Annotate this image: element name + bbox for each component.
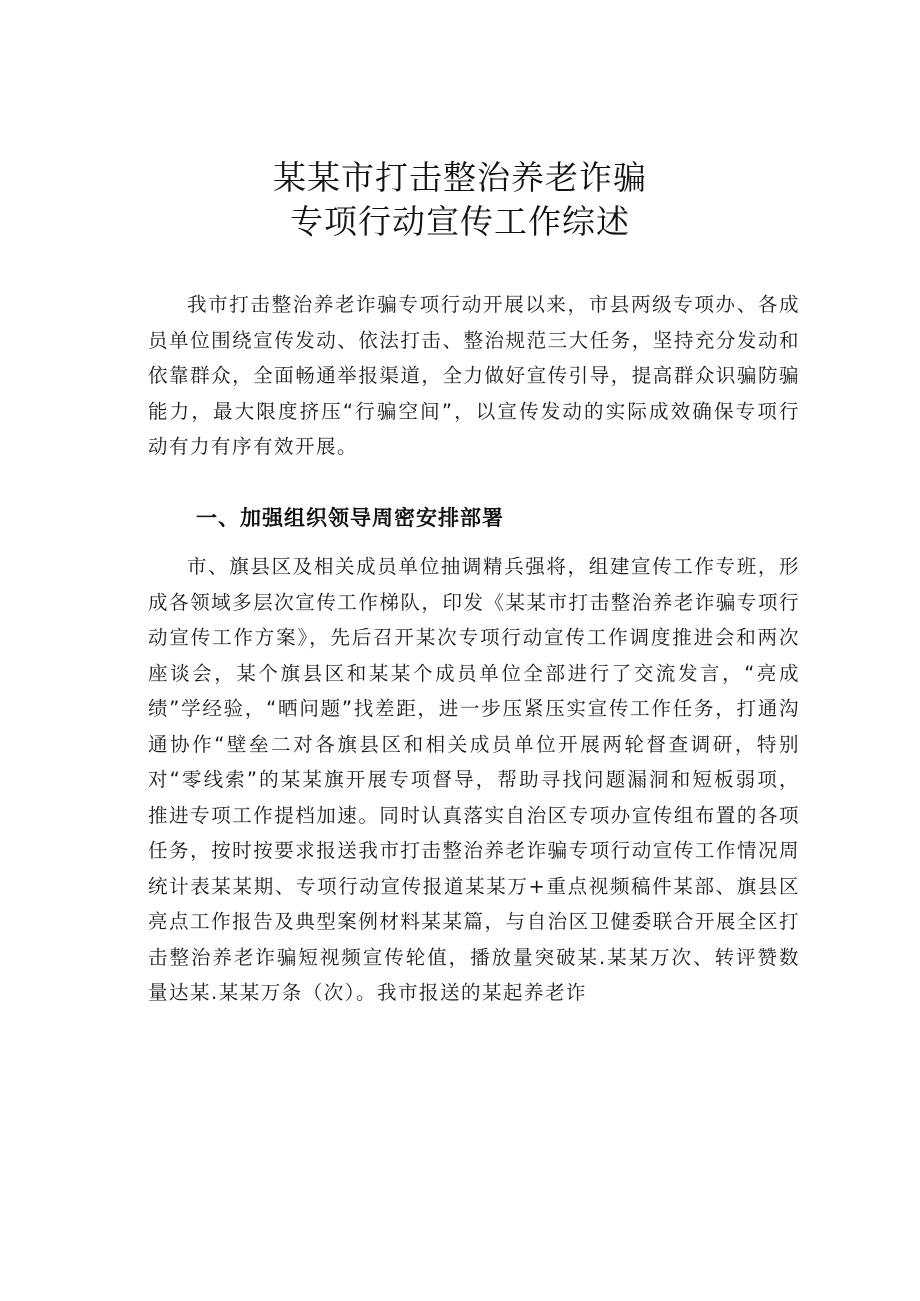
section-paragraph: 市、旗县区及相关成员单位抽调精兵强将，组建宣传工作专班，形成各领域多层次宣传工作梯队，印发《某某市打击整治养老诈骗专项行动宣传工作方案》，先后召开某次专项行动宣传工作调度推进会和两次座谈会，某个旗县区和某某个成员单位全部进行了交流发言，“亮成绩”学经验，“晒问题”找差距，进一步压紧压实宣传工作任务，打通沟通协作“壁垒二对各旗县区和相关成员单位开展两轮督查调研，特别对“零线索”的某某旗开展专项督导，帮助寻找问题漏洞和短板弱项，推进专项工作提档加速。同时认真落实自治区专项办宣传组布置的各项任务，按时按要求报送我市打击整治养老诈骗专项行动宣传工作情况周统计表某某期、专项行动宣传报道某某万+重点视频稿件某部、旗县区亮点工作报告及典型案例材料某某篇，与自治区卫健委联合开展全区打击整治养老诈骗短视频宣传轮值，播放量突破某.某某万次、转评赞数量达某.某某万条（次）。我市报送的某起养老诈: [148, 555, 800, 1004]
document-title-line2: 专项行动宣传工作综述: [290, 202, 630, 241]
document-title-line1: 某某市打击整治养老诈骗: [273, 158, 647, 197]
section-heading: 一、加强组织领导周密安排部署: [196, 506, 504, 530]
intro-paragraph: 我市打击整治养老诈骗专项行动开展以来，市县两级专项办、各成员单位围绕宣传发动、依法打击、整治规范三大任务，坚持充分发动和依靠群众，全面畅通举报渠道，全力做好宣传引导，提高群众识骗防骗能力，最大限度挤压“行骗空间”，以宣传发动的实际成效确保专项行动有力有序有效开展。: [148, 293, 800, 458]
